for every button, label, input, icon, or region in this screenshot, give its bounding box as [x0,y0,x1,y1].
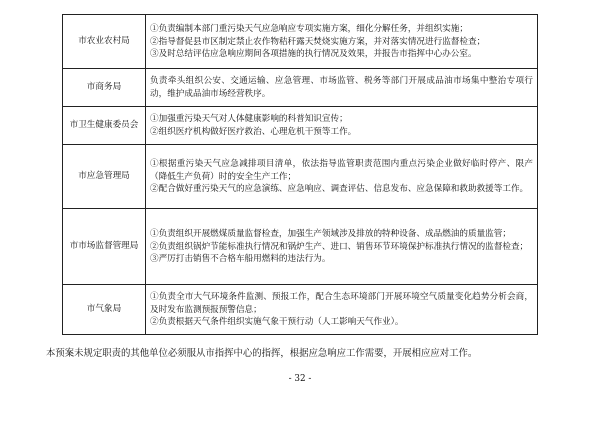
unit-cell: 市气象局 [63,285,146,335]
duty-item: ①根据重污染天气应急减排项目清单，依法指导监管职责范围内重点污染企业做好临时停产、限产（降低生产负荷）时的安全生产工作； [150,159,533,182]
duty-item: ①负责组织开展燃煤质量监督检查，加强生产领域涉及排放的特种设备、成品燃油的质量监管； [150,229,511,240]
duty-cell [146,107,538,145]
duty-item: ③及时总结评估应急响应期间各项措施的执行情况及效果，并报告市指挥中心办公室。 [150,49,477,60]
table-row [63,209,538,285]
footnote-text: 本预案未规定职责的其他单位必须服从市指挥中心的指挥，根据应急响应工作需要，开展相应应对工作。 [46,348,478,359]
unit-cell: 市市场监督管理局 [63,209,146,285]
unit-cell: 市应急管理局 [63,145,146,209]
table-row [63,285,538,335]
duty-item: ①负责全市大气环境条件监测、预报工作，配合生态环境部门开展环境空气质量变化趋势分析会商，及时发布监测预报预警信息； [150,292,533,315]
responsibility-table [62,14,538,335]
duty-item: ①加强重污染天气对人体健康影响的科普知识宣传； [150,114,348,125]
duty-item: ①负责编制本部门重污染天气应急响应专项实施方案，细化分解任务，并组织实施； [150,24,468,35]
unit-cell: 市农业农村局 [63,15,146,69]
duty-item: ②负责根据天气条件组织实施气象干预行动（人工影响天气作业）。 [150,317,404,328]
table-row [63,107,538,145]
duty-cell [146,285,538,335]
table-row [63,145,538,209]
duty-item: ②组织医疗机构做好医疗救治、心理危机干预等工作。 [150,127,357,137]
duty-item: ②负责组织锅炉节能标准执行情况和锅炉生产、进口、销售环节环境保护标准执行情况的监督检查； [150,241,529,252]
duty-item: 负责牵头组织公安、交通运输、应急管理、市场监管、税务等部门开展成品油市场集中整治专项行动，维护成品油市场经营秩序。 [150,76,533,99]
table-row [63,15,538,69]
duty-cell [146,209,538,285]
duty-cell [146,69,538,107]
duty-item: ②指导督促县市区制定禁止农作物秸秆露天焚烧实施方案，并对落实情况进行监督检查； [150,36,486,47]
unit-cell: 市商务局 [63,69,146,107]
duty-item: ③严厉打击销售不合格车船用燃料的违法行为。 [150,254,331,265]
table-row [63,69,538,107]
unit-cell: 市卫生健康委员会 [63,107,146,145]
duty-cell [146,15,538,69]
duty-item: ②配合做好重污染天气的应急演练、应急响应、调查评估、信息发布、应急保障和救助救援等工作。 [150,184,529,195]
page-number: - 32 - [288,374,312,384]
duty-cell [146,145,538,209]
